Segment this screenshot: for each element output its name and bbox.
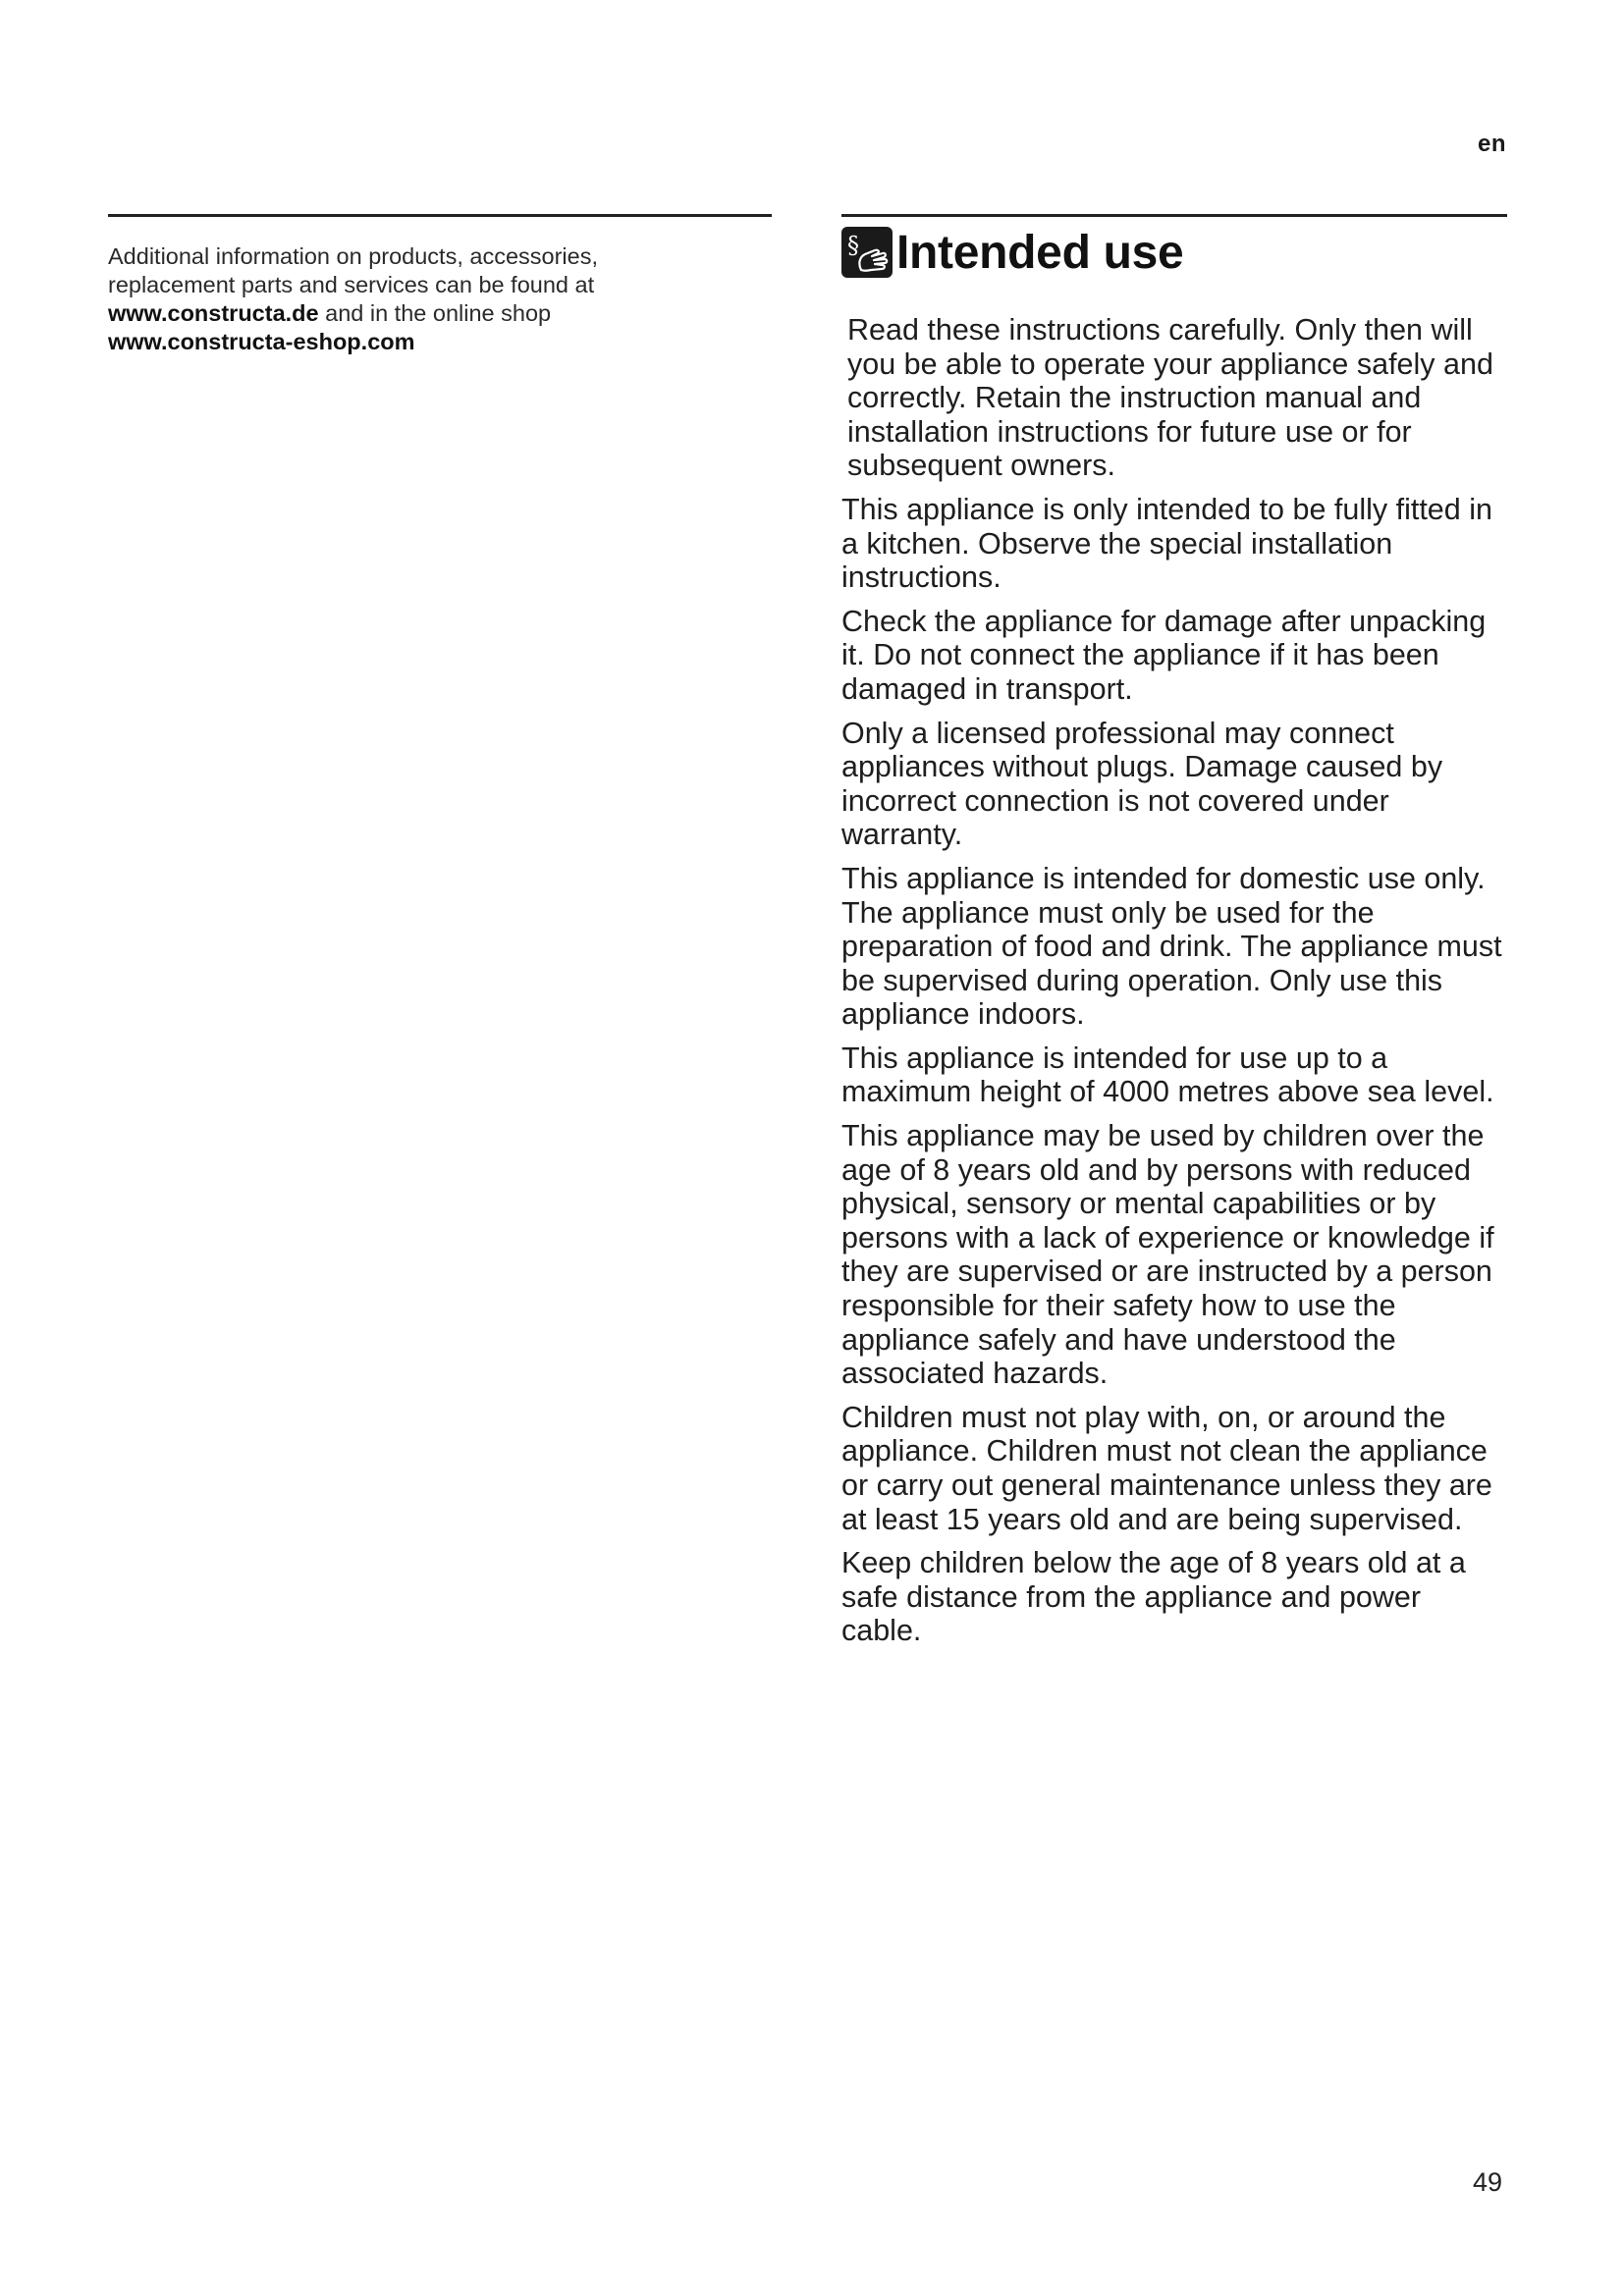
paragraph-domestic-use: This appliance is intended for domestic use only. The appliance must only be used for the preparation of food and drink. The appliance must be supervised during operation. Only use this appliance indoors. bbox=[841, 861, 1502, 1032]
paragraph-max-height: This appliance is intended for use up to a maximum height of 4000 metres above sea level. bbox=[841, 1041, 1494, 1109]
paragraph-check-damage: Check the appliance for damage after unpacking it. Do not connect the appliance if it has been damaged in transport. bbox=[841, 604, 1487, 706]
page-number: 49 bbox=[1473, 2167, 1503, 2197]
additional-info-block bbox=[108, 214, 772, 356]
paragraph-children-persons: This appliance may be used by children over the age of 8 years old and by persons with reduced physical, sensory or mental capabilities or by persons with a lack of experience or knowledge if they are supervised or are instructed by a person responsible for their safety how to use the appliance safely and have understood the associated hazards. bbox=[841, 1119, 1494, 1391]
section-hand-icon bbox=[841, 227, 893, 278]
paragraph-licensed-professional: Only a licensed professional may connect appliances without plugs. Damage caused by incorrect connection is not covered under warranty. bbox=[841, 716, 1443, 852]
svg-text:§: § bbox=[847, 232, 859, 259]
paragraph-children-play: Children must not play with, on, or around the appliance. Children must not clean the appliance or carry out general maintenance unless they are at least 15 years old and are being supervised. bbox=[841, 1400, 1492, 1536]
info-line-1: Additional information on products, accessories, bbox=[108, 243, 598, 269]
paragraph-keep-children-away: Keep children below the age of 8 years old at a safe distance from the appliance and power cable. bbox=[841, 1546, 1466, 1648]
eshop-link[interactable]: www.constructa-eshop.com bbox=[108, 329, 415, 354]
info-line-2: replacement parts and services can be found at bbox=[108, 272, 595, 297]
language-tag: en bbox=[1478, 131, 1507, 157]
paragraph-read-instructions: Read these instructions carefully. Only then will you be able to operate your appliance safely and correctly. Retain the instruction manual and installation instructions for future use or for subsequent owners. bbox=[847, 313, 1493, 483]
section-heading bbox=[841, 221, 1507, 284]
paragraph-fitted-kitchen: This appliance is only intended to be fully fitted in a kitchen. Observe the special installation instructions. bbox=[841, 492, 1492, 595]
info-line-3: and in the online shop bbox=[318, 300, 552, 326]
intended-use-section bbox=[841, 214, 1507, 1658]
website-link[interactable]: www.constructa.de bbox=[108, 300, 319, 326]
section-body bbox=[841, 313, 1507, 1648]
additional-info-text bbox=[108, 242, 772, 356]
section-title: Intended use bbox=[896, 226, 1184, 279]
